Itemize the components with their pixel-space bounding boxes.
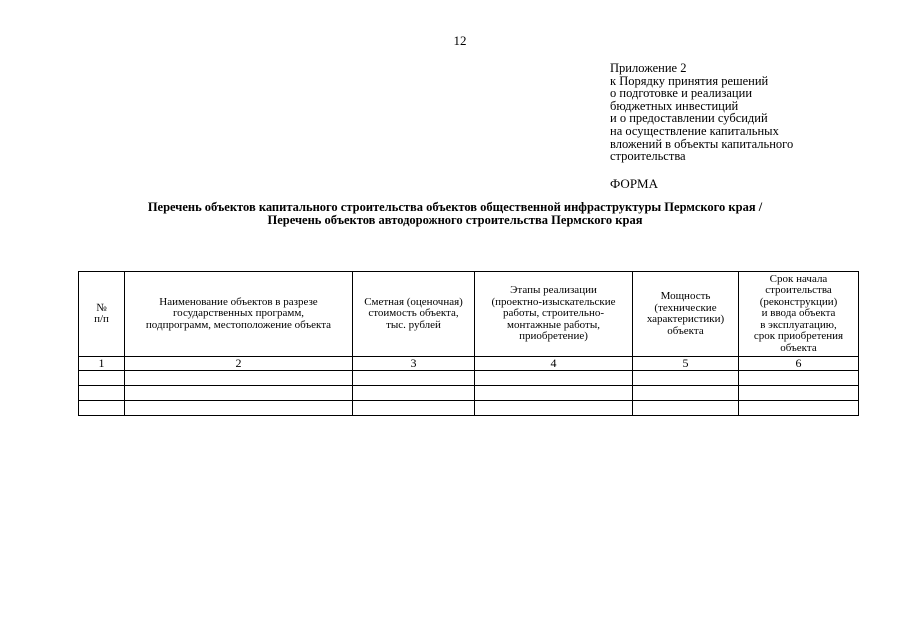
column-header-3 [353,272,475,357]
column-header-line: (проектно-изыскательские [491,295,616,308]
appendix-line: строительства [610,149,686,164]
column-number-cell: 1 [79,357,125,371]
column-header-6 [739,272,859,357]
table-row [79,386,859,401]
column-number-cell: 3 [353,357,475,371]
table-cell[interactable] [739,371,859,386]
table-cell[interactable] [125,386,353,401]
table-cell[interactable] [475,371,633,386]
table-cell[interactable] [475,386,633,401]
table-row [79,401,859,416]
table-row [79,371,859,386]
column-header-line: работы, строительно- [503,307,604,320]
column-header-line: характеристики) [646,313,725,325]
column-header-line: Наименование объектов в разрезе [159,295,318,308]
column-header-2 [125,272,353,357]
column-header-line: срок приобретения [753,330,844,343]
table-cell[interactable] [125,371,353,386]
table-cell[interactable] [633,371,739,386]
column-header-line: объекта [780,341,817,354]
column-header-line: приобретение) [519,330,588,343]
document-title [40,201,870,227]
appendix-line: вложений в объекты капитального [610,136,794,151]
appendix-block [610,62,870,163]
appendix-line: к Порядку принятия решений [610,73,769,88]
table-cell[interactable] [739,401,859,416]
table-cell[interactable] [353,401,475,416]
table-cell[interactable] [633,401,739,416]
column-header-line: Срок начала [769,272,828,285]
column-number-cell: 2 [125,357,353,371]
table-cell[interactable] [79,386,125,401]
document-title-line-2: Перечень объектов автодорожного строительства Пермского края [267,213,643,227]
appendix-line: бюджетных инвестиций [610,98,739,113]
column-header-line: подпрограмм, местоположение объекта [145,318,332,331]
column-header-line: монтажные работы, [507,318,600,331]
column-number-cell: 5 [633,357,739,371]
column-header-5 [633,272,739,357]
column-header-4 [475,272,633,357]
column-number-cell: 6 [739,357,859,371]
table-cell[interactable] [79,401,125,416]
column-header-line: строительства [765,284,832,297]
table-cell[interactable] [353,371,475,386]
column-header-line: объекта [667,324,704,337]
form-label: ФОРМА [610,176,658,191]
column-header-line: Мощность [660,290,711,302]
column-header-line: тыс. рублей [386,318,441,331]
column-header-line: и ввода объекта [761,307,836,320]
table-cell[interactable] [79,371,125,386]
column-header-line: № [96,301,107,314]
page-number: 12 [453,33,467,48]
table-cell[interactable] [739,386,859,401]
objects-table [78,271,859,416]
appendix-line: на осуществление капитальных [610,123,779,138]
column-header-line: стоимость объекта, [368,307,459,320]
column-header-line: (технические [654,301,717,314]
column-header-1 [79,272,125,357]
column-number-row [79,357,859,371]
appendix-line: Приложение 2 [610,61,687,75]
column-header-line: Этапы реализации [510,284,597,297]
appendix-line: и о предоставлении субсидий [610,111,768,126]
appendix-line: о подготовке и реализации [610,86,753,101]
column-header-line: в эксплуатацию, [760,318,837,331]
column-header-line: государственных программ, [172,307,305,320]
column-header-line: Сметная (оценочная) [364,295,463,308]
table-cell[interactable] [475,401,633,416]
column-header-line: (реконструкции) [759,295,838,308]
table-cell[interactable] [353,386,475,401]
column-header-line: п/п [94,313,109,325]
column-number-cell: 4 [475,357,633,371]
table-cell[interactable] [633,386,739,401]
table-cell[interactable] [125,401,353,416]
table-header-row [79,272,859,357]
document-title-line-1: Перечень объектов капитального строительства объектов общественной инфраструктуры Пермского края / [147,200,763,214]
